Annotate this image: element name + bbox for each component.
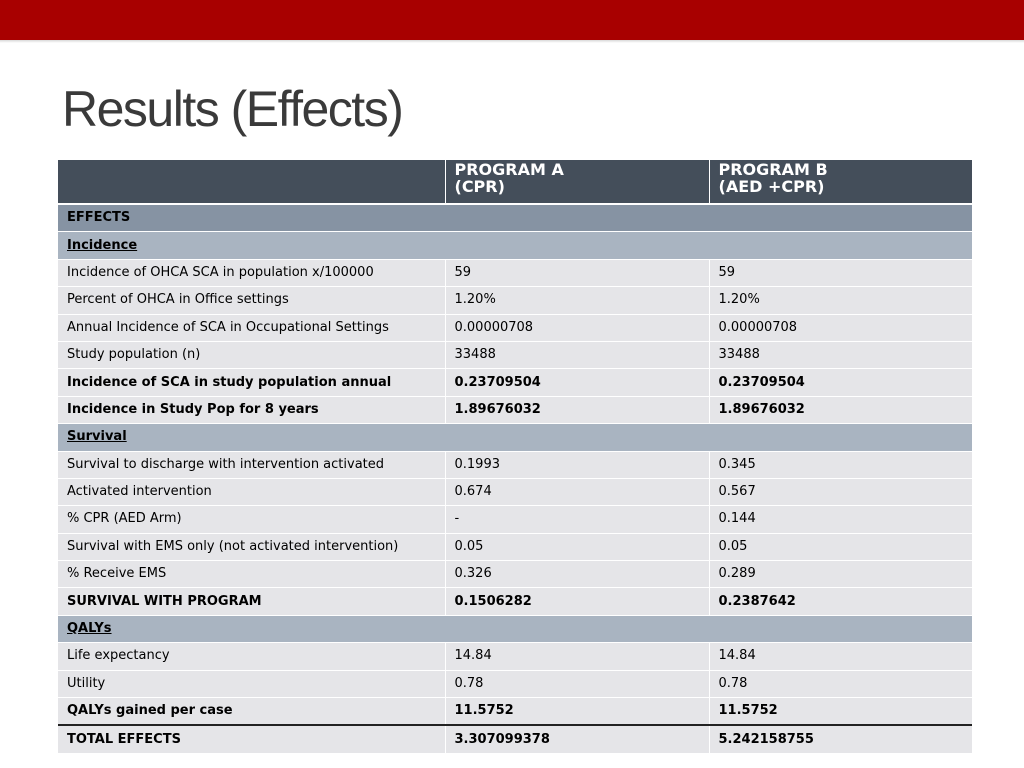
subsection-row-incidence [58,232,972,259]
program-b-value: 11.5752 [709,698,972,726]
table-header-row [58,160,972,204]
header-program-a-detail: (CPR) [454,177,505,196]
top-accent-bar [0,0,1024,40]
program-a-value: 59 [445,259,709,286]
program-b-value: 14.84 [709,643,972,670]
header-program-b-detail: (AED +CPR) [718,177,825,196]
subsection-label: Incidence [58,232,972,259]
program-b-value: 0.78 [709,670,972,697]
total-program-b-value: 5.242158755 [709,725,972,753]
top-bar-shadow [0,40,1024,43]
results-table [58,160,972,754]
row-label: Survival with EMS only (not activated intervention) [58,533,445,560]
row-label: % CPR (AED Arm) [58,506,445,533]
program-a-value: 0.1506282 [445,588,709,615]
header-program-b [709,160,972,204]
header-program-a [445,160,709,204]
program-b-value: 1.20% [709,287,972,314]
program-b-value: 0.00000708 [709,314,972,341]
subsection-label: QALYs [58,615,972,642]
program-b-value: 0.345 [709,451,972,478]
row-label: QALYs gained per case [58,698,445,726]
program-b-value: 33488 [709,341,972,368]
total-program-a-value: 3.307099378 [445,725,709,753]
section-row-effects [58,204,972,232]
total-effects-row [58,725,972,753]
program-a-value: 0.00000708 [445,314,709,341]
table-row [58,478,972,505]
header-label-cell [58,160,445,204]
program-a-value: - [445,506,709,533]
row-label: Study population (n) [58,341,445,368]
section-label: EFFECTS [58,204,972,232]
row-label: Life expectancy [58,643,445,670]
row-label: % Receive EMS [58,561,445,588]
table-row [58,506,972,533]
table-row [58,341,972,368]
table-row [58,369,972,396]
program-a-value: 11.5752 [445,698,709,726]
row-label: Incidence of SCA in study population annual [58,369,445,396]
program-a-value: 1.20% [445,287,709,314]
subsection-row-survival [58,424,972,451]
row-label: SURVIVAL WITH PROGRAM [58,588,445,615]
program-b-value: 0.23709504 [709,369,972,396]
table-row [58,259,972,286]
table-row [58,588,972,615]
program-b-value: 0.289 [709,561,972,588]
row-label: Incidence of OHCA SCA in population x/100000 [58,259,445,286]
header-program-b-name: PROGRAM B [718,160,828,179]
program-a-value: 14.84 [445,643,709,670]
row-label: Utility [58,670,445,697]
table-row [58,396,972,423]
program-a-value: 0.78 [445,670,709,697]
row-label: Activated intervention [58,478,445,505]
program-a-value: 0.1993 [445,451,709,478]
header-program-a-name: PROGRAM A [454,160,564,179]
row-label: Annual Incidence of SCA in Occupational Settings [58,314,445,341]
table-row [58,314,972,341]
program-a-value: 0.05 [445,533,709,560]
table-row [58,533,972,560]
program-a-value: 0.23709504 [445,369,709,396]
program-b-value: 0.567 [709,478,972,505]
program-a-value: 0.326 [445,561,709,588]
row-label: Incidence in Study Pop for 8 years [58,396,445,423]
subsection-label: Survival [58,424,972,451]
program-a-value: 33488 [445,341,709,368]
program-a-value: 0.674 [445,478,709,505]
subsection-row-qalys [58,615,972,642]
program-b-value: 0.144 [709,506,972,533]
program-b-value: 1.89676032 [709,396,972,423]
total-label: TOTAL EFFECTS [58,725,445,753]
table-row [58,451,972,478]
program-b-value: 0.2387642 [709,588,972,615]
row-label: Percent of OHCA in Office settings [58,287,445,314]
table-row [58,643,972,670]
program-a-value: 1.89676032 [445,396,709,423]
table-row [58,287,972,314]
slide-title: Results (Effects) [62,81,403,137]
program-b-value: 0.05 [709,533,972,560]
program-b-value: 59 [709,259,972,286]
row-label: Survival to discharge with intervention activated [58,451,445,478]
table-row [58,698,972,726]
table-row [58,561,972,588]
table-row [58,670,972,697]
